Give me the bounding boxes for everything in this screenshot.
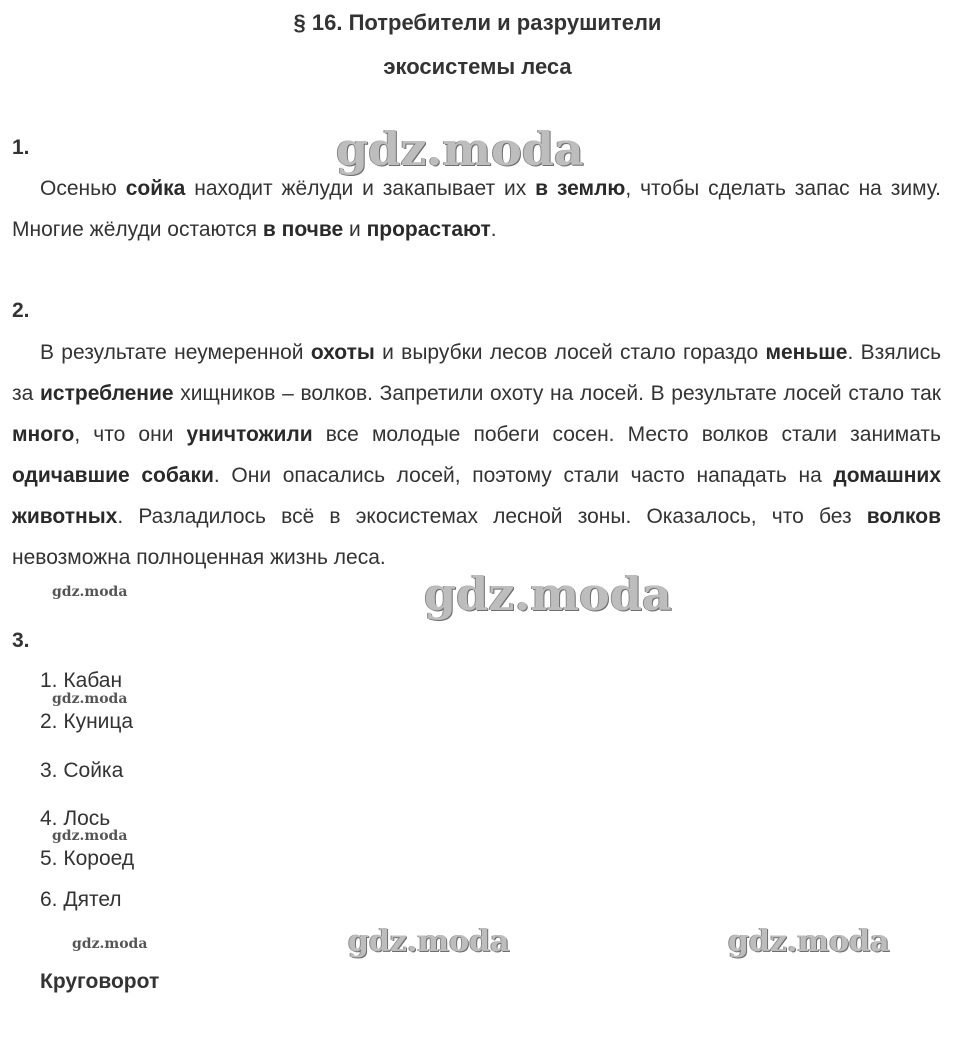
question-1-number: 1. bbox=[12, 136, 30, 159]
bold-term: в почве bbox=[262, 218, 344, 241]
text: . Они опасались лосей, поэтому стали часто нападать на bbox=[213, 464, 834, 487]
watermark: gdz.moda bbox=[52, 828, 128, 844]
list-item: 5. Короед bbox=[40, 847, 135, 870]
text: и bbox=[343, 218, 367, 241]
page-title-line-1: § 16. Потребители и разрушители bbox=[293, 10, 662, 35]
watermark: gdz.moda bbox=[52, 584, 128, 600]
bold-term: истребление bbox=[40, 382, 174, 405]
bold-term: охоты bbox=[310, 341, 375, 364]
bold-term: домашних животных bbox=[12, 464, 942, 528]
list-item: 6. Дятел bbox=[40, 888, 122, 911]
watermark: gdz.moda bbox=[52, 691, 128, 707]
text: , чтобы сделать запас на зиму. Многие жёлуди остаются bbox=[12, 177, 942, 241]
cycle-label: Круговорот bbox=[40, 970, 160, 993]
text: все молодые побеги сосен. Место волков стали занимать bbox=[312, 423, 941, 446]
question-3-number: 3. bbox=[12, 629, 30, 652]
text: Осенью bbox=[40, 177, 126, 200]
watermark: gdz.moda bbox=[348, 924, 510, 959]
list-item: 4. Лось bbox=[40, 807, 111, 830]
text: . Взялись за bbox=[12, 341, 942, 405]
bold-term: волков bbox=[866, 505, 941, 528]
text: невозможна полноценная жизнь леса. bbox=[12, 546, 386, 569]
list-item: 1. Кабан bbox=[40, 669, 123, 692]
text: . bbox=[490, 218, 497, 241]
watermark: gdz.moda bbox=[424, 567, 672, 621]
bold-term: прорастают bbox=[366, 218, 491, 241]
text: находит жёлуди и закапывает их bbox=[185, 177, 536, 200]
bold-term: много bbox=[12, 423, 75, 446]
bold-term: в землю bbox=[535, 177, 626, 200]
watermark: gdz.moda bbox=[72, 936, 148, 952]
list-item: 2. Куница bbox=[40, 710, 134, 733]
question-1-answer bbox=[12, 168, 941, 250]
bold-term: уничтожили bbox=[186, 423, 313, 446]
text: , что они bbox=[74, 423, 187, 446]
bold-term: одичавшие собаки bbox=[12, 464, 214, 487]
bold-term: сойка bbox=[125, 177, 186, 200]
text: В результате неумеренной bbox=[40, 341, 311, 364]
question-2-answer bbox=[12, 332, 941, 578]
bold-term: меньше bbox=[765, 341, 848, 364]
watermark: gdz.moda bbox=[728, 924, 890, 959]
text: и вырубки лесов лосей стало гораздо bbox=[374, 341, 766, 364]
text: хищников – волков. Запретили охоту на лосей. В результате лосей стало так bbox=[173, 382, 941, 405]
list-item: 3. Сойка bbox=[40, 759, 124, 782]
page-title-line-2: экосистемы леса bbox=[383, 54, 572, 79]
question-2-number: 2. bbox=[12, 299, 30, 322]
watermark: gdz.moda bbox=[336, 122, 584, 176]
text: . Разладилось всё в экосистемах лесной зоны. Оказалось, что без bbox=[117, 505, 867, 528]
